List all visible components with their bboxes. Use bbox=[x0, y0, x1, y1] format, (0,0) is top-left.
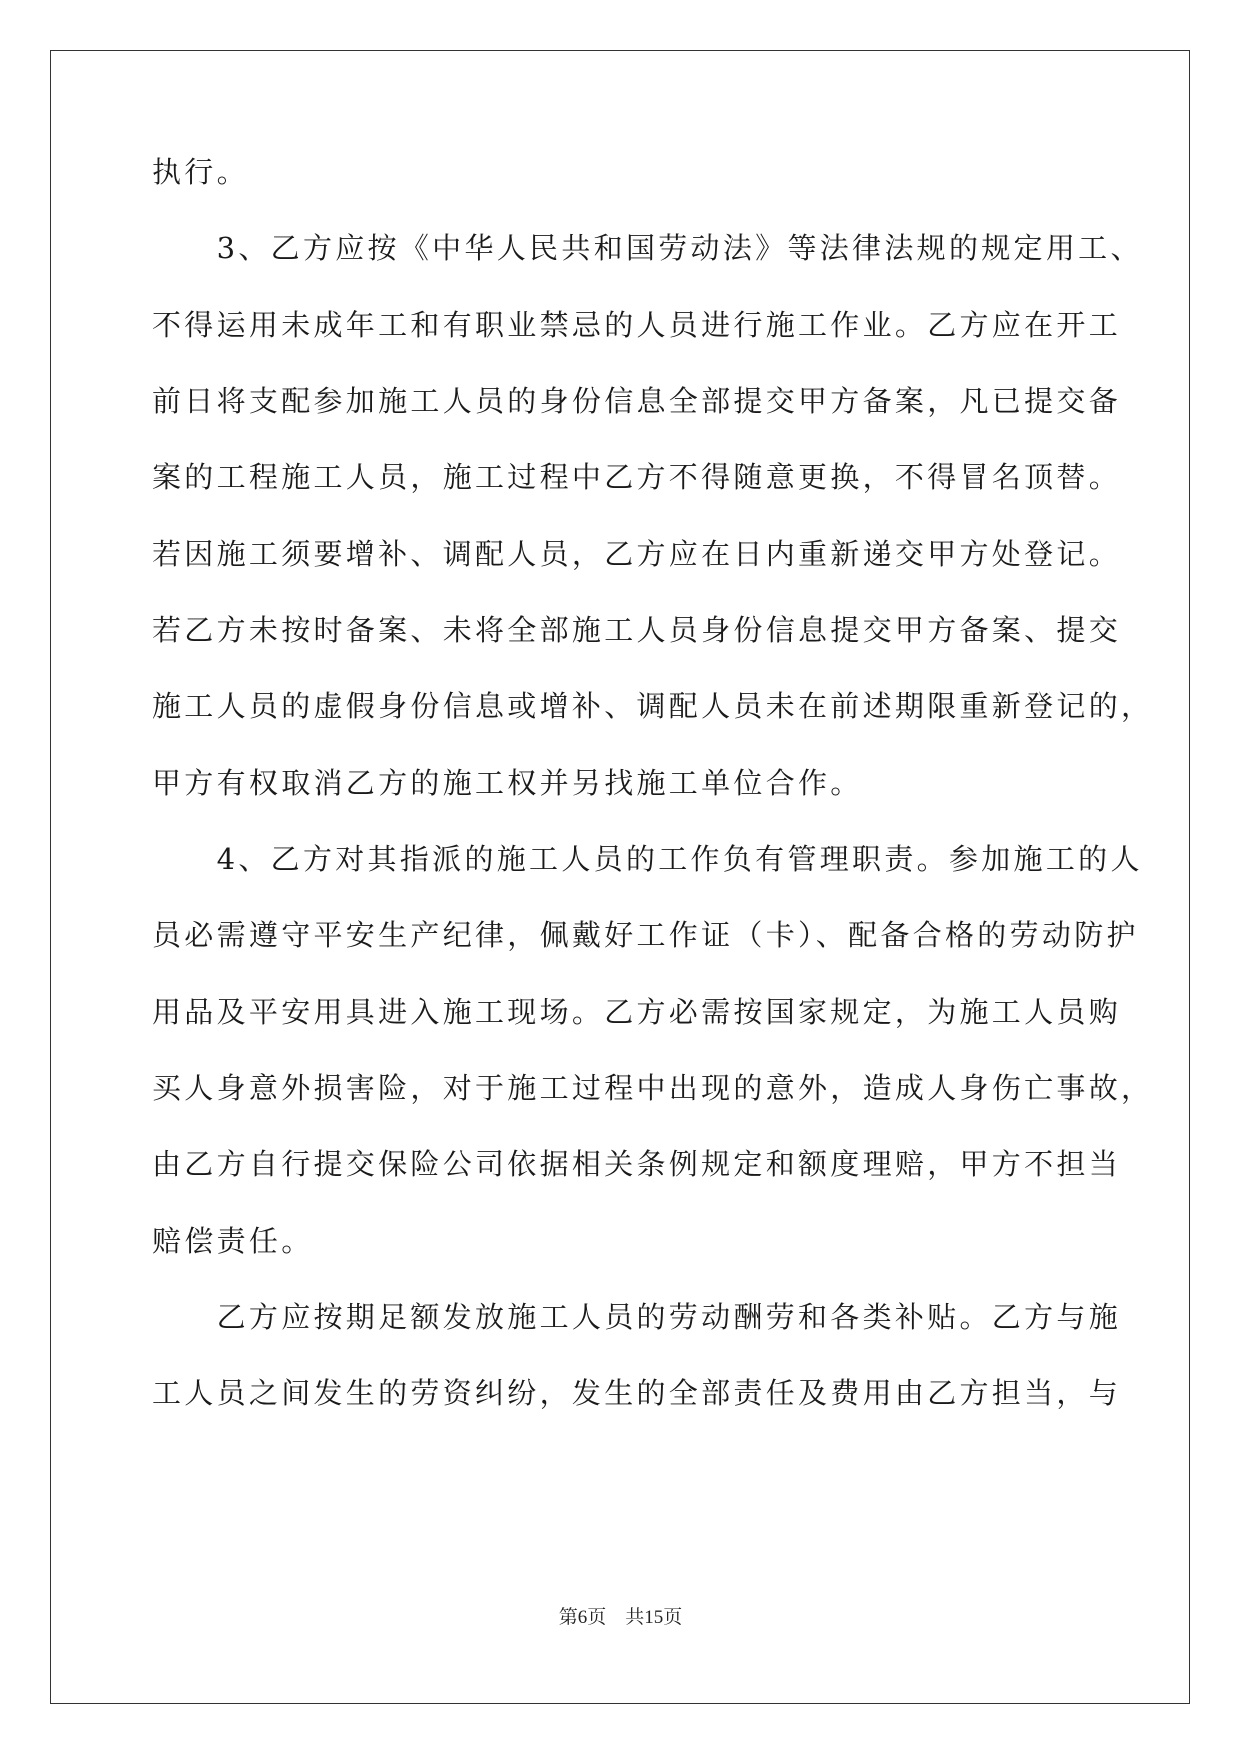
text-line: 甲方有权取消乙方的施工权并另找施工单位合作。 bbox=[152, 766, 863, 800]
page-number-footer: 第6页 共15页 bbox=[558, 1607, 683, 1628]
text-line: 买人身意外损害险，对于施工过程中出现的意外，造成人身伤亡事故， bbox=[152, 1071, 1154, 1105]
text-line: 员必需遵守平安生产纪律，佩戴好工作证（卡）、配备合格的劳动防护 bbox=[152, 918, 1139, 952]
text-line: 用品及平安用具进入施工现场。乙方必需按国家规定，为施工人员购 bbox=[152, 995, 1122, 1029]
text-line: 施工人员的虚假身份信息或增补、调配人员未在前述期限重新登记的， bbox=[152, 689, 1154, 723]
text-line: 若因施工须要增补、调配人员，乙方应在日内重新递交甲方处登记。 bbox=[152, 537, 1122, 571]
text-line: 工人员之间发生的劳资纠纷，发生的全部责任及费用由乙方担当，与 bbox=[152, 1376, 1122, 1410]
text-line: 4、乙方对其指派的施工人员的工作负有管理职责。参加施工的人 bbox=[152, 842, 1143, 876]
text-line: 执行。 bbox=[152, 155, 249, 189]
text-line: 不得运用未成年工和有职业禁忌的人员进行施工作业。乙方应在开工 bbox=[152, 308, 1122, 342]
text-line: 3、乙方应按《中华人民共和国劳动法》等法律法规的规定用工、 bbox=[152, 231, 1143, 265]
text-line: 案的工程施工人员，施工过程中乙方不得随意更换，不得冒名顶替。 bbox=[152, 460, 1122, 494]
text-line: 若乙方未按时备案、未将全部施工人员身份信息提交甲方备案、提交 bbox=[152, 613, 1122, 647]
text-line: 由乙方自行提交保险公司依据相关条例规定和额度理赔，甲方不担当 bbox=[152, 1147, 1122, 1181]
text-line: 前日将支配参加施工人员的身份信息全部提交甲方备案，凡已提交备 bbox=[152, 384, 1122, 418]
text-line: 赔偿责任。 bbox=[152, 1224, 314, 1258]
text-line: 乙方应按期足额发放施工人员的劳动酬劳和各类补贴。乙方与施 bbox=[152, 1300, 1122, 1334]
